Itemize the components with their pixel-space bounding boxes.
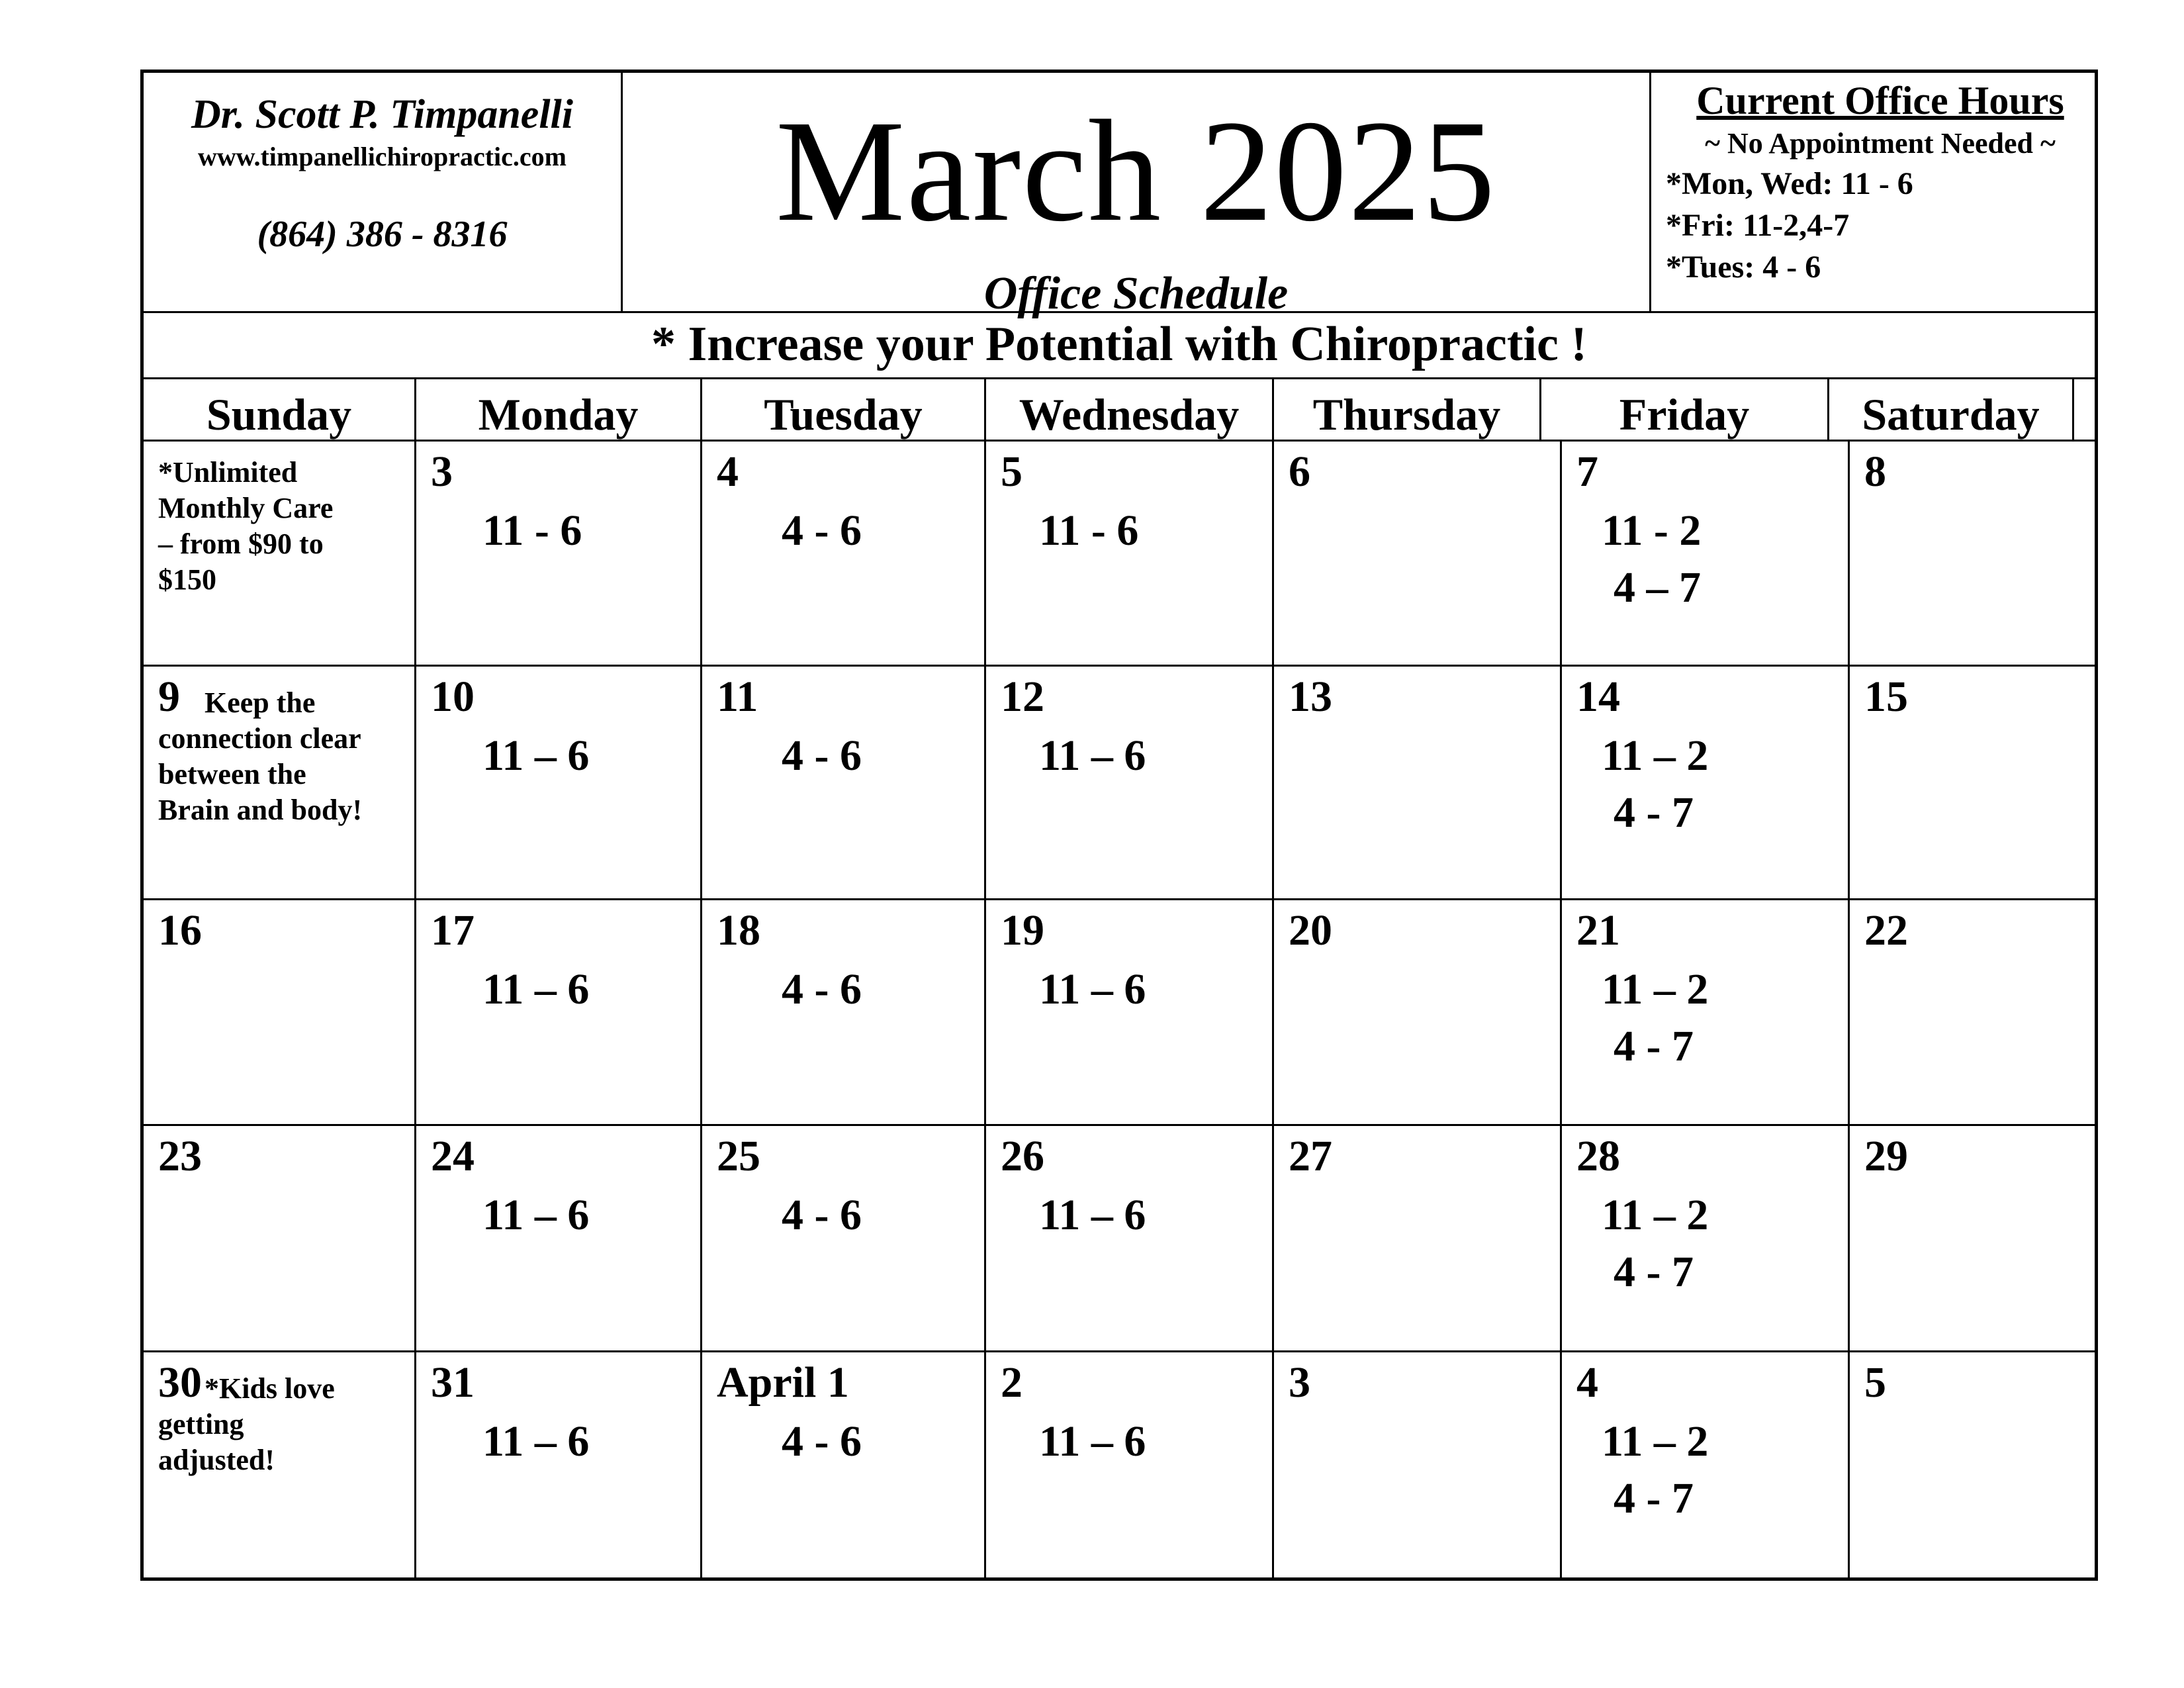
day-number: 4 — [1576, 1358, 1598, 1407]
day-number: 5 — [1001, 447, 1023, 496]
day-note-line: *Unlimited — [158, 456, 298, 489]
schedule-subtitle: Office Schedule — [983, 268, 1289, 319]
day-hours: 11 – 6 — [1039, 965, 1146, 1013]
day-cell — [702, 665, 986, 898]
weekday-friday: Friday — [1541, 379, 1829, 440]
website-link[interactable]: www.timpanellichiropractic.com — [198, 142, 567, 171]
office-hours-box — [1651, 73, 2095, 311]
day-number: 19 — [1001, 906, 1044, 955]
day-number: 31 — [431, 1358, 475, 1407]
day-hours: 4 – 7 — [1614, 563, 1701, 612]
day-hours: 11 - 2 — [1602, 506, 1702, 555]
day-cell — [416, 898, 702, 1124]
title-block — [623, 73, 1651, 319]
calendar-grid — [144, 440, 2095, 1577]
day-cell — [144, 1124, 416, 1350]
day-hours: 4 - 6 — [782, 965, 862, 1013]
day-cell — [1562, 440, 1850, 665]
weekday-thursday: Thursday — [1274, 379, 1541, 440]
weekday-tuesday: Tuesday — [702, 379, 986, 440]
day-note-line: connection clear — [158, 722, 361, 755]
day-number: 21 — [1576, 906, 1620, 955]
day-hours: 11 – 6 — [482, 731, 590, 780]
day-cell — [1850, 1350, 2095, 1577]
day-number: 22 — [1864, 906, 1908, 955]
weekday-sunday: Sunday — [144, 379, 416, 440]
day-number: 4 — [717, 447, 739, 496]
day-hours: 11 - 6 — [1039, 506, 1139, 555]
day-cell — [144, 898, 416, 1124]
day-number: 16 — [158, 906, 202, 955]
calendar-frame — [140, 70, 2098, 1581]
day-hours: 11 – 6 — [482, 1417, 590, 1466]
day-note-line: *Kids love — [205, 1372, 335, 1405]
day-hours: 11 – 6 — [1039, 1191, 1146, 1239]
day-number: 10 — [431, 673, 475, 721]
day-hours: 11 – 6 — [1039, 731, 1146, 780]
day-cell — [1274, 1350, 1562, 1577]
day-hours: 4 - 6 — [782, 731, 862, 780]
day-number: 8 — [1864, 447, 1886, 496]
day-note-line: $150 — [158, 563, 216, 596]
day-number: 5 — [1864, 1358, 1886, 1407]
day-hours: 11 – 2 — [1602, 1417, 1709, 1466]
day-note-line: getting — [158, 1408, 244, 1440]
day-hours: 4 - 7 — [1614, 1248, 1694, 1296]
day-number: 17 — [431, 906, 475, 955]
day-note — [158, 1371, 335, 1478]
day-number: 23 — [158, 1132, 202, 1180]
day-hours: 11 – 2 — [1602, 1191, 1709, 1239]
day-cell — [1274, 665, 1562, 898]
day-hours: 11 – 6 — [482, 965, 590, 1013]
day-cell — [416, 440, 702, 665]
day-cell — [986, 440, 1274, 665]
day-hours: 4 - 6 — [782, 1417, 862, 1466]
practice-info — [144, 73, 623, 311]
day-note-line: Keep the — [205, 686, 316, 719]
day-cell — [1850, 898, 2095, 1124]
day-number: 24 — [431, 1132, 475, 1180]
day-cell — [1850, 665, 2095, 898]
day-hours: 11 - 6 — [482, 506, 582, 555]
day-cell — [702, 1124, 986, 1350]
day-cell — [702, 1350, 986, 1577]
day-note-line: Monthly Care — [158, 492, 334, 524]
office-hours-title: Current Office Hours — [1696, 79, 2064, 122]
day-cell — [416, 1350, 702, 1577]
day-number: 11 — [717, 673, 758, 721]
day-number: 27 — [1289, 1132, 1332, 1180]
day-note-line: between the — [158, 758, 306, 790]
day-number: 28 — [1576, 1132, 1620, 1180]
day-number: 18 — [717, 906, 760, 955]
day-hours: 11 – 2 — [1602, 731, 1709, 780]
day-cell — [1562, 1124, 1850, 1350]
day-number: 14 — [1576, 673, 1620, 721]
tagline: * Increase your Potential with Chiropractic ! — [651, 317, 1588, 371]
day-cell — [986, 665, 1274, 898]
day-number: 20 — [1289, 906, 1332, 955]
day-number: 25 — [717, 1132, 760, 1180]
day-number: 3 — [1289, 1358, 1310, 1407]
day-hours: 11 – 6 — [482, 1191, 590, 1239]
day-cell — [986, 1124, 1274, 1350]
day-number: 29 — [1864, 1132, 1908, 1180]
day-hours: 4 - 7 — [1614, 1474, 1694, 1523]
phone-number: (864) 386 - 8316 — [257, 214, 508, 255]
day-cell — [416, 1124, 702, 1350]
weekday-saturday: Saturday — [1829, 379, 2074, 440]
day-hours: 4 - 6 — [782, 1191, 862, 1239]
day-number: 15 — [1864, 673, 1908, 721]
day-number: 30 — [158, 1358, 202, 1407]
office-hours-line: *Tues: 4 - 6 — [1666, 250, 1821, 285]
day-number: 9 — [158, 673, 180, 721]
office-hours-line: *Mon, Wed: 11 - 6 — [1666, 166, 1913, 201]
day-number: 6 — [1289, 447, 1310, 496]
day-hours: 11 – 6 — [1039, 1417, 1146, 1466]
day-note — [158, 685, 362, 828]
office-hours-note: ~ No Appointment Needed ~ — [1705, 127, 2056, 160]
day-number: 13 — [1289, 673, 1332, 721]
day-note-line: Brain and body! — [158, 794, 363, 826]
day-number: 7 — [1576, 447, 1598, 496]
day-cell — [1562, 1350, 1850, 1577]
day-cell — [416, 665, 702, 898]
day-cell — [1274, 1124, 1562, 1350]
day-note-line: adjusted! — [158, 1444, 275, 1476]
day-cell — [702, 898, 986, 1124]
day-cell — [1274, 898, 1562, 1124]
day-hours: 4 - 7 — [1614, 1022, 1694, 1070]
day-cell — [144, 1350, 416, 1577]
day-cell — [1562, 898, 1850, 1124]
day-cell — [144, 440, 416, 665]
day-hours: 11 – 2 — [1602, 965, 1709, 1013]
day-hours: 4 - 7 — [1614, 788, 1694, 837]
day-number: 3 — [431, 447, 453, 496]
weekday-wednesday: Wednesday — [986, 379, 1274, 440]
day-number: 2 — [1001, 1358, 1023, 1407]
day-cell — [986, 1350, 1274, 1577]
day-number: April 1 — [717, 1358, 849, 1407]
day-note-line: – from $90 to — [158, 528, 324, 560]
office-hours-line: *Fri: 11-2,4-7 — [1666, 208, 1850, 243]
day-note — [158, 455, 333, 598]
doctor-name: Dr. Scott P. Timpanelli — [191, 92, 573, 137]
day-cell — [144, 665, 416, 898]
day-number: 12 — [1001, 673, 1044, 721]
day-cell — [1850, 440, 2095, 665]
day-cell — [986, 898, 1274, 1124]
month-title: March 2025 — [775, 90, 1497, 252]
weekday-monday: Monday — [416, 379, 702, 440]
day-cell — [1850, 1124, 2095, 1350]
day-cell — [1562, 665, 1850, 898]
day-cell — [702, 440, 986, 665]
day-number: 26 — [1001, 1132, 1044, 1180]
day-cell — [1274, 440, 1562, 665]
day-hours: 4 - 6 — [782, 506, 862, 555]
